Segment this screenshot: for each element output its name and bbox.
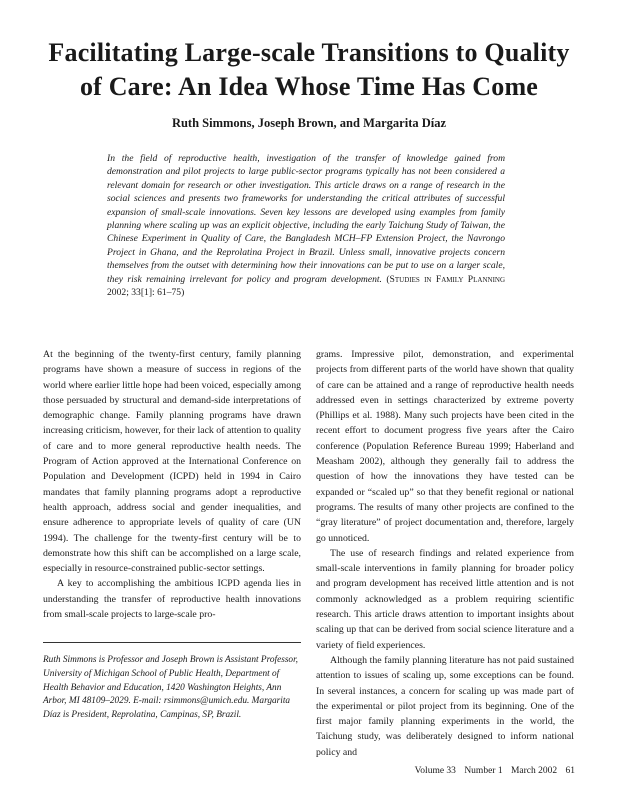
body-column-left bbox=[43, 347, 301, 622]
abstract-text: In the field of reproductive health, investigation of the transfer of knowledge gained from demonstration and pilot projects to large public-sector programs typically has not been considered a relevant domain for research or other investigation. This article draws on a range of research in the social sciences and presents two frameworks for understanding the critical attributes of successful expansion of small-scale innovations. Seven key lessons are developed using examples from family planning where scaling up was an explicit objective, including the early Taichung Study of Taiwan, the Chinese Experiment in Quality of Care, the Bangladesh MCH–FP Extension Project, the Navrongo Project in Ghana, and the Reprolatina Project in Brazil. Unless small, innovative projects concern themselves from the outset with determining how their innovations can be put to use on a larger scale, they risk remaining irrelevant for policy and program development. bbox=[107, 153, 505, 285]
page-number: 61 bbox=[565, 766, 575, 776]
body-paragraph: Although the family planning literature has not paid sustained attention to issues of scaling up, some exceptions can be found. In several instances, a concern for scaling up was made part of the experimental or pilot project from its beginning. One of the first major family planning experiments in the world, the Taichung study, was deliberately designed to inform national policy and bbox=[316, 654, 574, 758]
title-line-1: Facilitating Large-scale Transitions to Quality bbox=[48, 38, 570, 67]
body-paragraph: A key to accomplishing the ambitious ICPD agenda lies in understanding the transfer of reproductive health innovations from small-scale projects to large-scale pro- bbox=[43, 578, 301, 621]
body-paragraph: The use of research findings and related experience from small-scale interventions in family planning for broader policy and program development has received little attention and is not commonly acknowledged as a problem requiring scientific research. This article draws attention to important insights about scaling up that can be derived from social science literature and a variety of field experiences. bbox=[316, 547, 574, 651]
body-paragraph: At the beginning of the twenty-first century, family planning programs have shown a measure of success in regions of the world where earlier little hope had been voiced, especially among those persuaded by structural and demand-side interpretations of demographic change. Family planning programs have drawn increasing criticism, however, for their lack of attention to quality of care and to more general reproductive health needs. The Program of Action approved at the International Conference on Population and Development (ICPD) held in 1994 in Cairo mandates that family planning programs adopt a reproductive health approach, address social and gender inequalities, and ensure adherence to appropriate levels of quality of care (UN 1994). The challenge for the twenty-first century will be to demonstrate how this shift can be accomplished on a large scale, especially in resource-constrained public-sector settings. bbox=[43, 349, 301, 575]
footer-volume: Volume 33 bbox=[414, 766, 456, 776]
title-line-2: of Care: An Idea Whose Time Has Come bbox=[79, 72, 539, 101]
citation: (Studies in Family Planning 2002; 33[1]: 61–75) bbox=[107, 273, 506, 299]
footer-date: March 2002 bbox=[510, 766, 558, 776]
footer-number: Number 1 bbox=[464, 766, 503, 776]
abstract bbox=[107, 152, 505, 299]
author-affiliation-footnote: Ruth Simmons is Professor and Joseph Brown is Assistant Professor, University of Michigan School of Public Health, Department of Health Behavior and Education, 1420 Washington Heights, Ann Arbor, MI 48109–2029. E-mail: rsimmons@umich.edu. Margarita Díaz is President, Reprolatina, Campinas, SP, Brazil. bbox=[43, 655, 298, 721]
footnote-divider bbox=[43, 642, 301, 643]
body-paragraph: grams. Impressive pilot, demonstration, and experimental projects from different parts of the world have shown that quality of care can be attained and a range of reproductive health needs addressed even in settings characterized by extreme poverty (Phillips et al. 1988). Many such projects have been cited in the recent effort to document progress five years after the Cairo conference (Population Reference Bureau 1999; Haberland and Measham 2002), although they generally fail to address the question of how the innovations they have tested can be expanded or “scaled up” so that they benefit regional or national programs. The results of many other projects are confined to the “gray literature” of project documentation and, therefore, largely go unnoticed. bbox=[316, 349, 574, 544]
body-column-right bbox=[316, 347, 574, 760]
article-title bbox=[20, 36, 598, 104]
page-footer bbox=[400, 766, 575, 776]
author-list: Ruth Simmons, Joseph Brown, and Margarita Díaz bbox=[171, 116, 447, 130]
